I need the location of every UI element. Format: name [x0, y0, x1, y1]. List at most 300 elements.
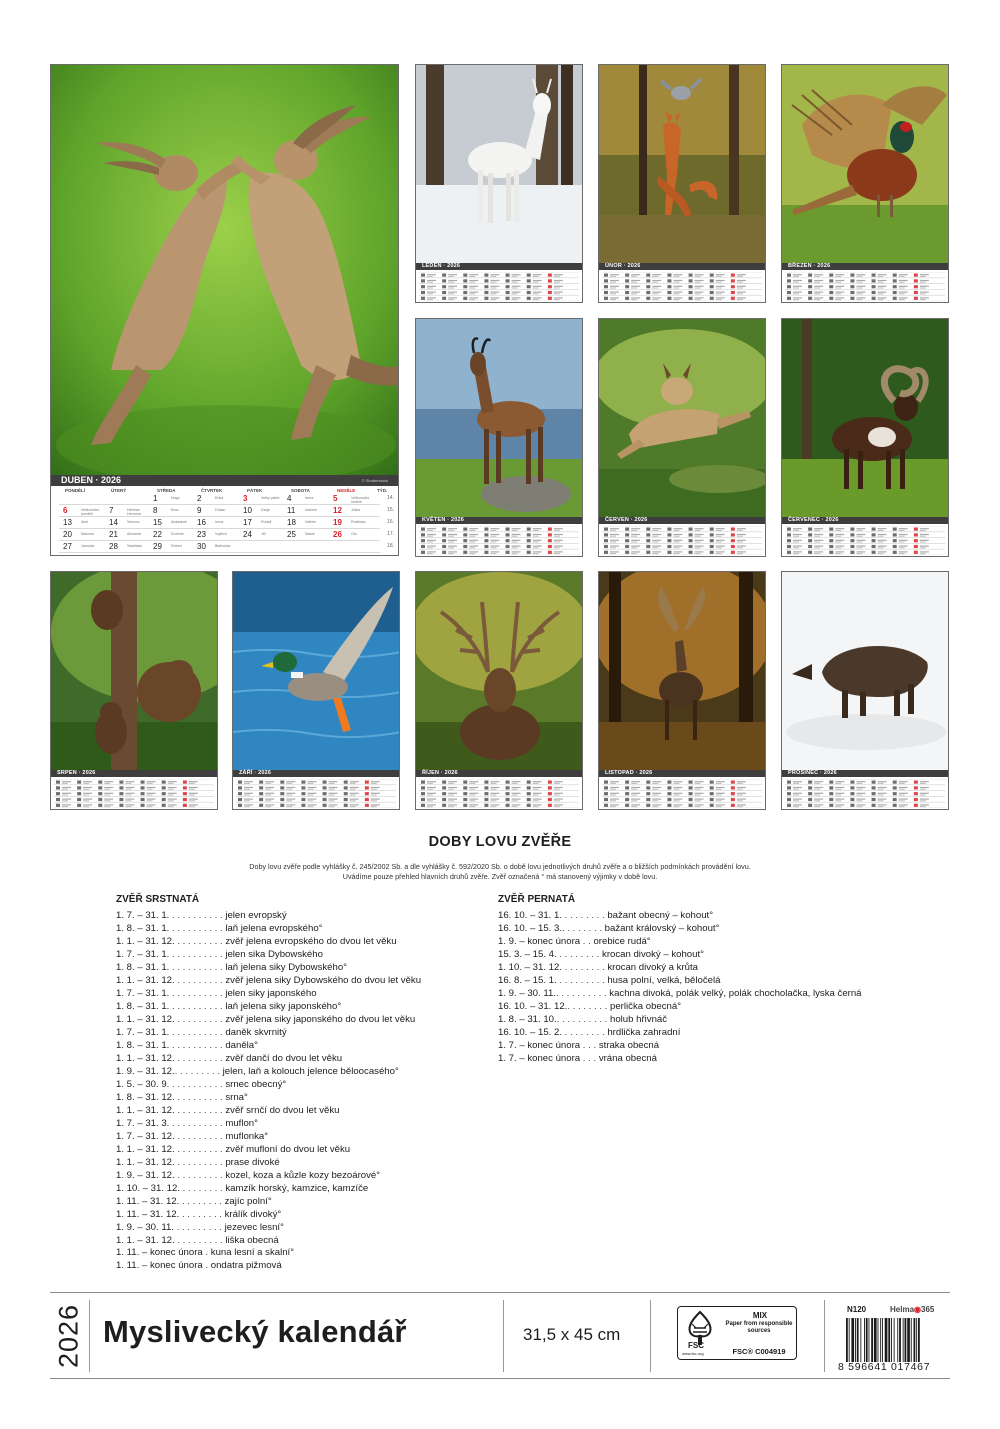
season-dots: . . . . . . . . . .	[169, 961, 226, 973]
month-card-lynx	[598, 318, 766, 557]
season-row	[498, 1027, 680, 1039]
calendar-day-cell	[283, 517, 329, 529]
calendar-nameday: Robert	[171, 544, 182, 548]
footer-divider	[824, 1300, 825, 1372]
calendar-nameday: Rudolf	[261, 520, 272, 524]
season-row	[498, 1001, 681, 1013]
weekday-header: ČTVRTEK	[201, 488, 223, 493]
season-dots: . . .	[580, 1052, 599, 1064]
month-title: KVĚTEN · 2026	[422, 517, 465, 523]
calendar-day-number: 29	[153, 542, 162, 551]
calendar-day-number: 16	[197, 518, 206, 527]
season-period: 1. 7. – 31. 1.	[116, 948, 170, 960]
calendar-week-number: 14.	[387, 495, 394, 501]
season-period: 1. 8. – 31. 12.	[116, 1091, 175, 1103]
season-row	[116, 1196, 272, 1208]
weekday-header: PONDĚLÍ	[65, 488, 86, 493]
barcode-number: 8 596641 017467	[838, 1361, 931, 1373]
section-intro-1: Doby lovu zvěře podle vyhlášky č. 245/2002 Sb. a dle vyhlášky č. 592/2020 Sb. o době lovu jednotlivých druhů zvěře a o bližších podmínkách provádění lovu.	[249, 862, 751, 871]
calendar-day-number: 9	[197, 506, 202, 515]
calendar-week-row	[59, 541, 394, 553]
season-dots: . . . . . . . . . .	[555, 987, 610, 999]
month-band	[416, 770, 582, 777]
season-period: 1. 1. – 31. 12.	[116, 1013, 175, 1025]
month-mini-grid	[785, 526, 945, 555]
calendar-week-row	[59, 505, 394, 517]
season-name: jezevec lesní°	[224, 1221, 284, 1233]
calendar-day-cell	[239, 517, 285, 529]
calendar-day-cell	[105, 505, 151, 517]
calendar-nameday: Darja	[261, 508, 270, 512]
photo-fallow-deer	[599, 572, 766, 770]
season-dots: . . . . . . . . . .	[169, 910, 226, 921]
month-title: BŘEZEN · 2026	[788, 263, 831, 269]
season-name: bažant královský – kohout°	[604, 922, 720, 934]
photo-chamois	[416, 319, 583, 517]
calendar-day-cell	[59, 505, 105, 517]
season-row	[498, 923, 719, 935]
season-period: 1. 9. – konec února	[498, 935, 581, 947]
calendar-day-cell	[193, 493, 239, 505]
season-dots: . . . . . . . . . .	[169, 922, 226, 934]
calendar-day-number: 11	[287, 506, 296, 515]
month-card-fallow-deer	[598, 571, 766, 810]
calendar-nameday: Velikonoční neděle	[351, 496, 370, 504]
calendar-nameday: Jaroslav	[81, 544, 95, 548]
footer-top-rule	[50, 1292, 950, 1293]
calendar-nameday: Irena	[215, 520, 224, 524]
fsc-code: FSC® C004919	[732, 1347, 786, 1356]
season-dots: . . . . . . . . .	[174, 1013, 226, 1025]
season-dots: . . . . . . . .	[179, 1195, 225, 1207]
season-period: 1. 1. – 31. 12.	[116, 1104, 175, 1116]
month-band	[599, 770, 765, 777]
season-dots: . . . . . . . . .	[556, 974, 608, 986]
calendar-week-row	[59, 493, 394, 505]
season-dots: . . . . . . . . .	[174, 1169, 226, 1181]
season-row	[116, 910, 287, 922]
calendar-nameday: Dušan	[215, 508, 226, 512]
calendar-day-number: 2	[197, 494, 202, 503]
section-title: DOBY LOVU ZVĚŘE	[428, 834, 572, 850]
calendar-week-number: 16.	[387, 519, 394, 525]
calendar-day-cell	[329, 529, 375, 541]
month-mini-grid	[602, 272, 762, 301]
season-name: laň jelena siky Dybowského°	[225, 961, 348, 973]
calendar-week-number: 15.	[387, 507, 394, 513]
season-period: 1. 10. – 31. 12.	[116, 1182, 181, 1194]
calendar-day-number: 12	[333, 506, 342, 515]
season-dots: . . . . . . . .	[567, 1000, 611, 1012]
month-title: ZÁŘÍ · 2026	[239, 770, 272, 776]
season-name: daněla°	[225, 1039, 258, 1051]
calendar-day-cell	[105, 493, 151, 505]
season-row	[116, 923, 323, 935]
season-period: 1. 9. – 30. 11.	[116, 1221, 174, 1233]
month-band	[599, 517, 765, 524]
season-row	[116, 1209, 281, 1221]
calendar-day-cell	[193, 505, 239, 517]
calendar-nameday: Heřman Hermína	[127, 508, 141, 516]
season-dots: . . . . . . . .	[562, 922, 605, 934]
photo-mouflon	[782, 319, 949, 517]
calendar-day-number: 30	[197, 542, 206, 551]
season-row	[116, 1040, 258, 1052]
season-dots: . . . . . . . .	[556, 948, 603, 960]
season-period: 1. 7. – konec února	[498, 1039, 581, 1051]
calendar-nameday: Izabela	[305, 508, 317, 512]
month-band	[416, 263, 582, 270]
month-card-fox-jumping	[598, 64, 766, 303]
season-name: vrána obecná	[598, 1052, 657, 1064]
srstnata-title: ZVĚŘ SRSTNATÁ	[116, 894, 200, 905]
calendar-day-cell	[105, 517, 151, 529]
season-dots: . . . . . . . .	[179, 1208, 225, 1220]
season-period: 15. 3. – 15. 4.	[498, 948, 557, 960]
brand-logo	[890, 1305, 934, 1314]
season-name: jelen siky japonského	[225, 987, 317, 999]
season-period: 16. 10. – 15. 2.	[498, 1026, 563, 1038]
calendar-day-cell	[329, 505, 375, 517]
season-row	[498, 910, 713, 922]
season-period: 1. 8. – 31. 10.	[498, 1013, 557, 1025]
footer-divider	[503, 1300, 504, 1372]
season-row	[116, 975, 421, 987]
season-row	[498, 1040, 659, 1052]
season-dots: . . . . . . . . . .	[169, 1026, 226, 1038]
season-name: jelen sika Dybowského	[225, 948, 323, 960]
season-dots: . . . . . . . . .	[174, 1143, 226, 1155]
calendar-week-number: 17.	[387, 531, 394, 537]
season-period: 1. 7. – 31. 3.	[116, 1117, 170, 1129]
calendar-day-cell	[283, 529, 329, 541]
calendar-day-number: 23	[197, 530, 206, 539]
season-name: krocan divoký a krůta	[607, 961, 698, 973]
footer-year	[52, 1300, 86, 1372]
calendar-nameday: Vincenc	[127, 520, 140, 524]
season-name: jelen evropský	[225, 910, 287, 921]
season-period: 1. 8. – 31. 1.	[116, 1039, 170, 1051]
month-title: LISTOPAD · 2026	[605, 770, 653, 776]
season-period: 1. 7. – konec února	[498, 1052, 581, 1064]
season-period: 1. 11. – 31. 12.	[116, 1208, 180, 1220]
calendar-nameday: Julius	[351, 508, 361, 512]
calendar-nameday: Velký pátek	[261, 496, 280, 500]
calendar-day-number: 27	[63, 542, 72, 551]
photo-bears	[51, 572, 218, 770]
month-band	[599, 263, 765, 270]
season-dots: . . . . . . . . .	[174, 974, 226, 986]
season-row	[116, 949, 323, 961]
calendar-day-cell	[105, 541, 151, 553]
season-row	[116, 1183, 368, 1195]
calendar-day-number: 1	[153, 494, 158, 503]
calendar-day-number: 17	[243, 518, 252, 527]
brand-name: Helma	[890, 1305, 915, 1314]
season-dots: . . . . . . . .	[562, 1026, 608, 1038]
calendar-day-cell	[149, 517, 195, 529]
calendar-day-cell	[239, 541, 285, 553]
season-name: bažant obecný – kohout°	[607, 910, 714, 921]
fsc-mix: MIX	[752, 1311, 768, 1320]
month-title: LEDEN · 2026	[422, 263, 461, 269]
season-name: jelen, laň a kolouch jelence běloocasého°	[222, 1065, 399, 1077]
season-dots: . . . . . . . . . .	[169, 1117, 226, 1129]
month-title: ÚNOR · 2026	[605, 263, 641, 269]
photo-boxing-hares	[51, 65, 399, 475]
month-band	[51, 770, 217, 777]
calendar-day-cell	[149, 529, 195, 541]
calendar-day-cell	[149, 505, 195, 517]
month-band	[782, 770, 948, 777]
calendar-day-number: 8	[153, 506, 158, 515]
calendar-nameday: Vlastislav	[127, 544, 143, 548]
season-name: muflonka°	[225, 1130, 269, 1142]
calendar-nameday: Vojtěch	[215, 532, 227, 536]
season-dots: . . . . . . . . .	[174, 1091, 226, 1103]
month-title: DUBEN · 2026	[61, 475, 122, 485]
calendar-nameday: Alexandr	[127, 532, 142, 536]
fsc-logo-text: FSC	[688, 1341, 704, 1350]
month-band	[51, 475, 398, 486]
calendar-day-number: 7	[109, 506, 114, 515]
calendar-day-number: 20	[63, 530, 72, 539]
calendar-day-cell	[193, 529, 239, 541]
season-name: zvěř srnčí do dvou let věku	[225, 1104, 340, 1116]
season-row	[116, 1235, 279, 1247]
season-dots: . . . . . . . . . .	[169, 1039, 226, 1051]
season-name: kuna lesní a skalní°	[210, 1247, 295, 1259]
calendar-day-cell	[105, 529, 151, 541]
season-row	[498, 949, 704, 961]
calendar-day-number: 24	[243, 530, 252, 539]
season-name: srna°	[225, 1091, 248, 1103]
season-name: zajíc polní°	[224, 1195, 272, 1207]
weekday-header: SOBOTA	[291, 488, 310, 493]
product-code: N120	[847, 1305, 867, 1314]
month-mini-grid	[419, 526, 579, 555]
calendar-nameday: Hugo	[171, 496, 180, 500]
season-row	[116, 1222, 284, 1234]
calendar-day-cell	[193, 541, 239, 553]
season-row	[116, 962, 347, 974]
month-card-april	[50, 64, 399, 556]
season-row	[498, 936, 651, 948]
calendar-week-number: 18.	[387, 543, 394, 549]
pernata-title: ZVĚŘ PERNATÁ	[498, 894, 576, 905]
calendar-day-number: 18	[287, 518, 296, 527]
season-name: srnec obecný°	[225, 1078, 287, 1090]
calendar-day-cell	[193, 517, 239, 529]
season-row	[116, 1053, 342, 1065]
month-mini-grid	[54, 779, 214, 808]
photo-white-roe-deer	[416, 65, 583, 263]
calendar-day-cell	[239, 493, 285, 505]
season-period: 1. 9. – 31. 12.	[116, 1169, 175, 1181]
weekday-header-week: TÝD.	[377, 488, 388, 493]
calendar-day-cell	[239, 529, 285, 541]
season-period: 1. 7. – 31. 1.	[116, 1026, 170, 1038]
calendar-day-number: 21	[109, 530, 118, 539]
season-period: 1. 7. – 31. 1.	[116, 910, 170, 921]
season-name: zvěř jelena siky Dybowského do dvou let věku	[225, 974, 422, 986]
season-period: 16. 10. – 31. 12.	[498, 1000, 568, 1012]
season-row	[116, 1144, 350, 1156]
calendar-day-cell	[283, 541, 329, 553]
season-row	[498, 1053, 657, 1065]
season-name: kozel, koza a kůzle kozy bezoárové°	[225, 1169, 381, 1181]
season-period: 1. 5. – 30. 9.	[116, 1078, 170, 1090]
season-period: 1. 8. – 31. 1.	[116, 961, 170, 973]
season-dots: . .	[580, 935, 594, 947]
season-row	[498, 975, 720, 987]
season-name: zvěř jelena evropského do dvou let věku	[225, 935, 397, 947]
photo-credit: © Shutterstock	[361, 478, 388, 483]
section-intro-2: Uvádíme pouze přehled hlavních druhů zvěře. Zvěř označená ° má stanovený výjimky v době lovu.	[342, 872, 658, 881]
season-period: 1. 11. – konec února	[116, 1260, 203, 1272]
season-row	[116, 1131, 268, 1143]
season-name: perlička obecná°	[610, 1000, 682, 1012]
month-mini-grid	[602, 779, 762, 808]
month-band	[782, 517, 948, 524]
month-title: ČERVENEC · 2026	[788, 517, 839, 523]
month-title: ŘÍJEN · 2026	[422, 770, 458, 776]
photo-wild-boar	[782, 572, 949, 770]
season-name: muflon°	[225, 1117, 258, 1129]
season-dots: . . . . . . . . . .	[556, 1013, 610, 1025]
month-mini-grid	[785, 272, 945, 301]
calendar-day-number: 6	[63, 506, 68, 515]
season-row	[116, 936, 397, 948]
season-row	[116, 988, 317, 1000]
season-name: ondatra pižmová	[210, 1260, 282, 1272]
footer-divider	[650, 1300, 651, 1372]
season-name: zvěř dančí do dvou let věku	[225, 1052, 343, 1064]
season-row	[116, 1001, 341, 1013]
product-size: 31,5 x 45 cm	[523, 1325, 621, 1344]
season-name: hrdlička zahradní	[607, 1026, 681, 1038]
season-dots: . . . . . . . . . .	[169, 1078, 226, 1090]
weekday-header: PÁTEK	[247, 488, 263, 493]
calendar-nameday: Marcela	[81, 532, 94, 536]
season-dots: . . . . . . . . .	[174, 1104, 226, 1116]
season-period: 1. 10. – 31. 12.	[498, 961, 563, 973]
season-name: straka obecná	[598, 1039, 660, 1051]
calendar-day-cell	[239, 505, 285, 517]
calendar-day-cell	[59, 541, 105, 553]
season-dots: . . .	[580, 1039, 599, 1051]
month-mini-grid	[419, 779, 579, 808]
season-name: holub hřivnáč	[610, 1013, 668, 1025]
season-dots: . . . . . . . . . .	[169, 987, 226, 999]
calendar-nameday: Marek	[305, 532, 315, 536]
brand-mark-icon: ◉	[914, 1305, 921, 1314]
calendar-nameday: Jiří	[261, 532, 266, 536]
season-row	[498, 962, 698, 974]
season-name: králík divoký°	[224, 1208, 282, 1220]
season-name: daněk skvrnitý	[225, 1026, 287, 1038]
month-card-mouflon	[781, 318, 949, 557]
season-period: 16. 10. – 31. 1.	[498, 910, 563, 921]
month-mini-grid	[602, 526, 762, 555]
season-dots: . . . . . . . . .	[174, 935, 226, 947]
season-name: zvěř mufloní do dvou let věku	[225, 1143, 351, 1155]
calendar-day-number: 22	[153, 530, 162, 539]
season-period: 1. 1. – 31. 12.	[116, 1143, 175, 1155]
season-dots: . . . . . . . . .	[174, 1156, 226, 1168]
calendar-day-number: 3	[243, 494, 248, 503]
calendar-day-cell	[149, 493, 195, 505]
season-row	[116, 1079, 286, 1091]
season-period: 1. 1. – 31. 12.	[116, 1156, 175, 1168]
season-row	[116, 1118, 258, 1130]
season-row	[498, 988, 862, 1000]
season-name: zvěř jelena siky japonského do dvou let věku	[225, 1013, 416, 1025]
month-card-bears	[50, 571, 218, 810]
photo-fox-jumping	[599, 65, 766, 263]
month-band	[782, 263, 948, 270]
footer-bottom-rule	[50, 1378, 950, 1379]
calendar-day-cell	[149, 541, 195, 553]
calendar-nameday: Velikonoční pondělí	[81, 508, 100, 516]
month-card-pheasant	[781, 64, 949, 303]
season-dots: . . . . . . . .	[562, 910, 608, 921]
calendar-day-number: 13	[63, 518, 72, 527]
season-period: 16. 8. – 15. 1.	[498, 974, 557, 986]
calendar-week-row	[59, 529, 394, 541]
calendar-day-cell	[59, 517, 105, 529]
calendar-day-cell	[329, 541, 375, 553]
calendar-nameday: Irena	[305, 496, 314, 500]
season-name: kachna divoká, polák velký, polák chocholačka, lyska černá	[609, 987, 862, 999]
fsc-url: www.fsc.org	[682, 1351, 704, 1356]
calendar-day-cell	[59, 529, 105, 541]
season-period: 1. 1. – 31. 12.	[116, 935, 175, 947]
calendar-day-number: 5	[333, 494, 338, 503]
month-band	[233, 770, 399, 777]
season-period: 16. 10. – 15. 3.	[498, 922, 563, 934]
season-row	[116, 1170, 380, 1182]
season-row	[116, 1260, 282, 1272]
photo-mallard	[233, 572, 400, 770]
season-period: 1. 7. – 31. 12.	[116, 1130, 175, 1142]
season-period: 1. 9. – 30. 11.	[498, 987, 556, 999]
brand-suffix: 365	[921, 1305, 935, 1314]
calendar-nameday: Evženie	[171, 532, 184, 536]
season-dots: . . . . . . . . .	[174, 1234, 226, 1246]
calendar-nameday: Rostislav	[351, 520, 366, 524]
season-name: krocan divoký – kohout°	[602, 948, 704, 960]
season-name: laň jelena siky japonského°	[225, 1000, 342, 1012]
season-dots: . . . . . . . . .	[174, 1130, 226, 1142]
calendar-day-cell	[283, 505, 329, 517]
calendar-nameday: Anastázie	[171, 520, 187, 524]
calendar-day-cell	[329, 493, 375, 505]
month-card-mallard	[232, 571, 400, 810]
calendar-day-number: 15	[153, 518, 162, 527]
season-period: 1. 11. – konec února	[116, 1247, 203, 1259]
season-dots: . . . . . . . . . .	[169, 1000, 226, 1012]
calendar-nameday: Oto	[351, 532, 357, 536]
photo-pheasant	[782, 65, 949, 263]
calendar-day-number: 19	[333, 518, 342, 527]
season-name: kamzík horský, kamzice, kamzíče	[225, 1182, 369, 1194]
calendar-week-row	[59, 517, 394, 529]
calendar-day-number: 28	[109, 542, 118, 551]
calendar-nameday: Blahoslav	[215, 544, 231, 548]
photo-lynx	[599, 319, 766, 517]
month-mini-grid	[236, 779, 396, 808]
